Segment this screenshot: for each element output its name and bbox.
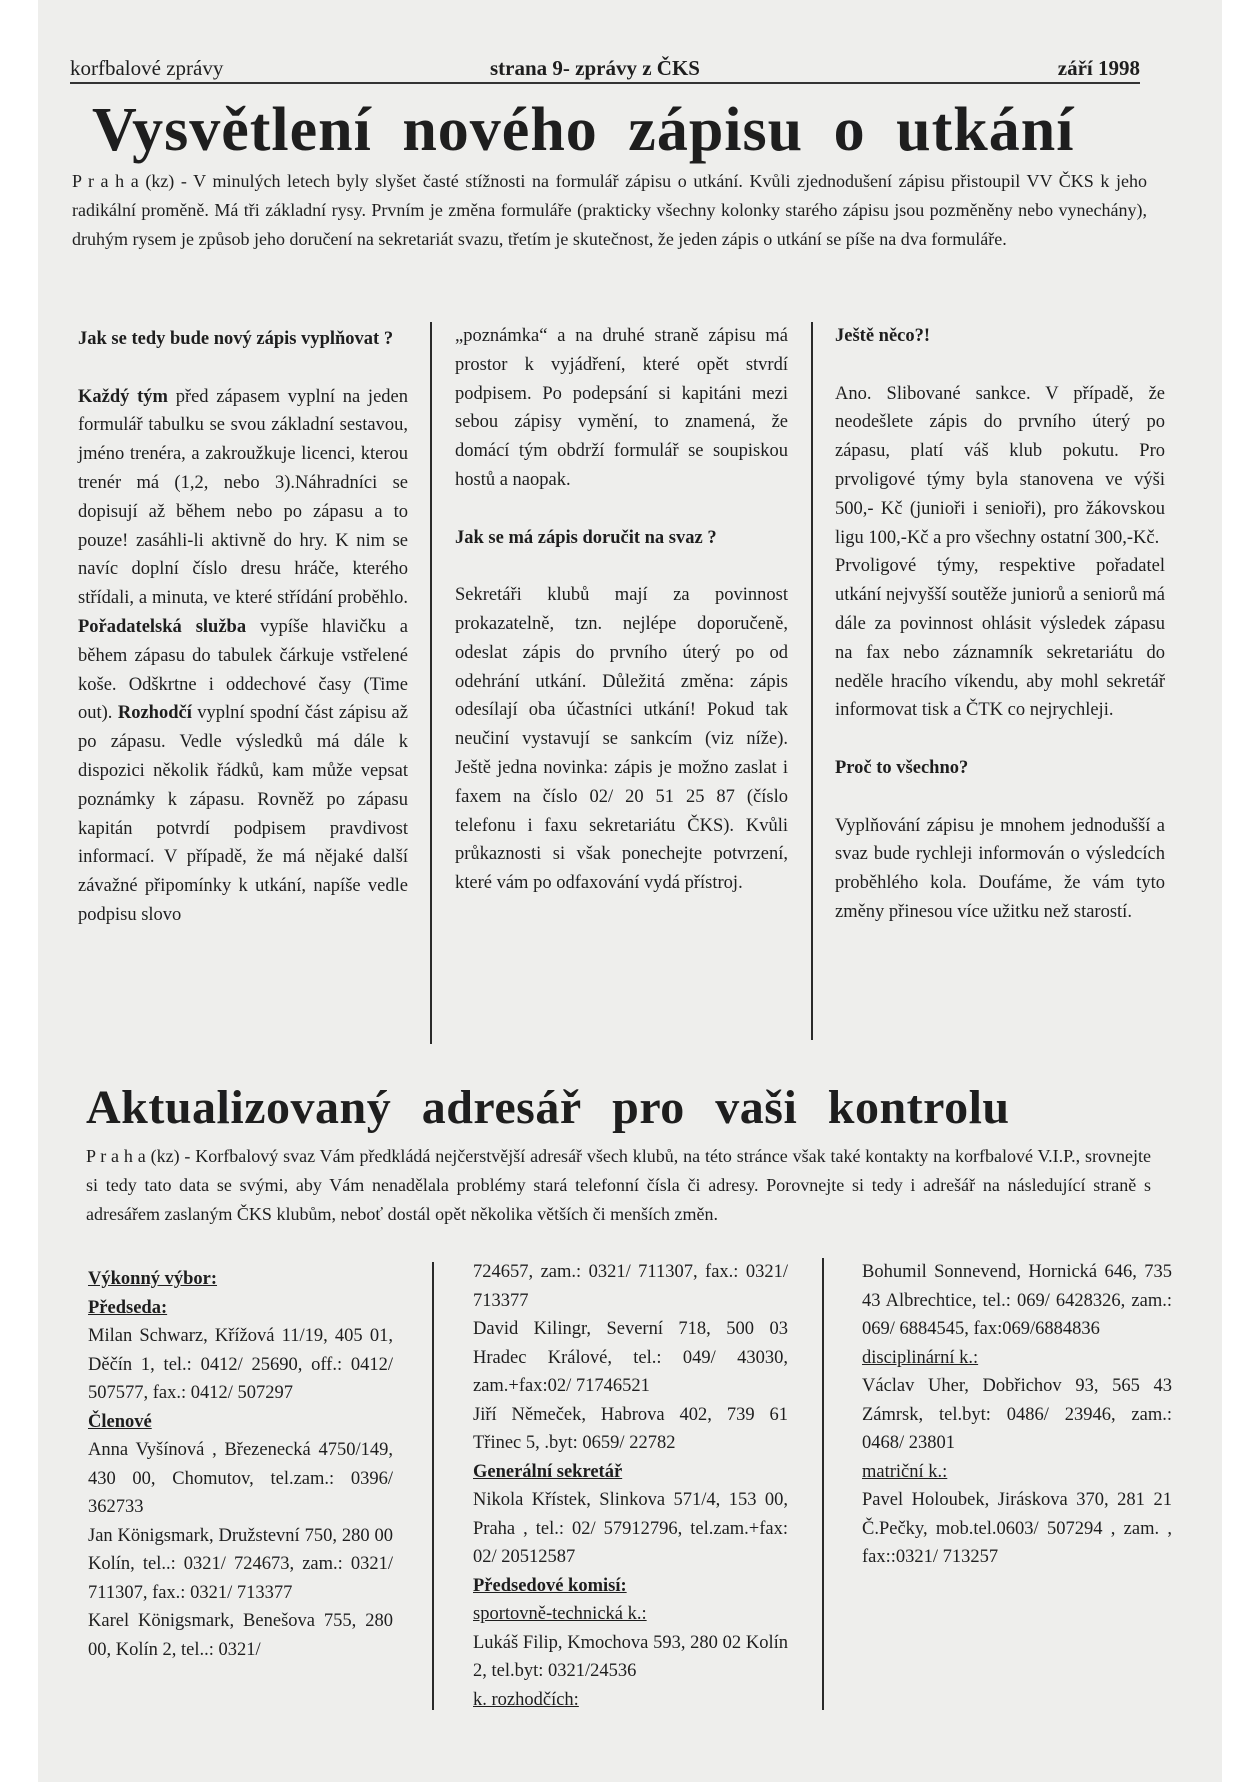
paragraph: Prvoligové týmy, respektive pořadatel utkání nejvyšší soutěže juniorů a seniorů má dále za povinnost ohlásit výsledek zápasu na fax nebo záznamník sekretariátu do neděle hracího víkendu, aby mohl sekretář informovat tisk a ČTK co nejrychleji.	[835, 556, 1165, 721]
section-heading: Proč to všechno?	[835, 757, 969, 778]
section-heading: Jak se tedy bude nový zápis vyplňovat ?	[78, 329, 394, 349]
column-divider	[432, 1262, 434, 1710]
bold-term: Každý tým	[78, 386, 168, 407]
directory-column-1	[88, 1265, 393, 1664]
bold-term: Pořadatelská služba	[78, 616, 247, 637]
role-label: sportovně-technická k.:	[473, 1604, 647, 1624]
section-heading: Ještě něco?!	[835, 326, 931, 346]
text-run: vyplní spodní část zápisu až po zápasu. Vedle výsledků má dále k dispozici několik řádků, kam může vepsat poznámky k zápasu. Rovněž po zápasu kapitán potvrdí podpisem pravdivost informací. V případě, že má nějaké další závažné připomínky k utkání, napíše vedle podpisu slovo	[78, 703, 408, 925]
paragraph: Ano. Slibované sankce. V případě, že neodešlete zápis do prvního úterý po zápasu, platí váš klub pokutu. Pro prvoligové týmy byla stanovena ve výši 500,- Kč (junioři i senioři), pro žákovskou ligu 100,-Kč a pro všechny ostatní 300,-Kč.	[835, 383, 1165, 548]
publication-name: korfbalové zprávy	[70, 56, 224, 80]
section-label: Výkonný výbor:	[88, 1269, 218, 1289]
paragraph: „poznámka“ a na druhé straně zápisu má prostor k vyjádření, které opět stvrdí podpisem. Po podepsání si kapitáni mezi sebou zápisy vymění, to znamená, že domácí tým obdrží formulář se soupiskou hostů a naopak.	[455, 326, 788, 490]
column-divider	[822, 1258, 824, 1710]
contact-entry: Anna Vyšínová , Březenecká 4750/149, 430 00, Chomutov, tel.zam.: 0396/ 362733	[88, 1440, 393, 1517]
contact-entry: Nikola Křístek, Slinkova 571/4, 153 00, Praha , tel.: 02/ 57912796, tel.zam.+fax: 02/ 20512587	[473, 1490, 788, 1567]
page-header	[70, 52, 1140, 84]
column-divider	[811, 322, 813, 1040]
contact-entry: Lukáš Filip, Kmochova 593, 280 02 Kolín 2, tel.byt: 0321/24536	[473, 1632, 788, 1681]
paragraph: Vyplňování zápisu je mnohem jednodušší a svaz bude rychleji informován o výsledcích proběhlého kola. Doufáme, že vám tyto změny přinesou více užitku než starostí.	[835, 815, 1165, 922]
paragraph	[78, 383, 408, 930]
article-intro: P r a h a (kz) - Korfbalový svaz Vám předkládá nejčerstvější adresář všech klubů, na této stránce však také kontakty na korfbalové V.I.P., srovnejte si tedy tato data se svými, aby Vám nenadělala problémy stará telefonní čísla či adresy. Porovnejte si tedy i adrešář na následující straně s adresářem zaslaným ČKS klubům, neboť dostál opět několika větších či menších změn.	[86, 1146, 1151, 1224]
text-run: vypíše hlavičku a během zápasu do tabulek čárkuje vstřelené koše. Odškrtne i oddechové časy (Time out).	[78, 616, 408, 724]
role-label: Předseda:	[88, 1297, 168, 1318]
contact-entry: Bohumil Sonnevend, Hornická 646, 735 43 Albrechtice, tel.: 069/ 6428326, zam.: 069/ 6884545, fax:069/6884836	[862, 1262, 1172, 1339]
article-intro: P r a h a (kz) - V minulých letech byly slyšet časté stížnosti na formulář zápisu o utkání. Kvůli zjednodušení zápisu přistoupil VV ČKS k jeho radikální proměně. Má tři základní rysy. Prvním je změna formuláře (prakticky všechny kolonky starého zápisu jsou pozměněny nebo vynechány), druhým rysem je způsob jeho doručení na sekretariát svazu, třetím je skutečnost, že jeden zápis o utkání se píše na dva formuláře.	[72, 171, 1147, 249]
role-label: Generální sekretář	[473, 1461, 623, 1482]
role-label: Členové	[88, 1411, 152, 1432]
article-column-2	[455, 322, 788, 898]
issue-date: září 1998	[1057, 56, 1140, 80]
bold-term: Rozhodčí	[117, 703, 192, 724]
contact-entry: Václav Uher, Dobřichov 93, 565 43 Zámrsk, tel.byt: 0486/ 23946, zam.: 0468/ 23801	[862, 1376, 1172, 1453]
directory-column-2	[473, 1258, 788, 1714]
text-run: před zápasem vyplní na jeden formulář tabulku se svou základní sestavou, jméno trenéra, a zakroužkuje licenci, kterou trenér má (1,2, nebo 3).Náhradníci se dopisují až během nebo po zápasu a to pouze! zasáhli-li aktivně do hry. K nim se navíc doplní číslo dresu hráče, kterého střídali, a minuta, ve které střídání proběhlo.	[78, 386, 408, 609]
article-column-3	[835, 322, 1165, 927]
role-label: matriční k.:	[862, 1461, 948, 1482]
article-title: Aktualizovaný adresář pro vaši kontrolu	[86, 1081, 1010, 1134]
page-section: strana 9- zprávy z ČKS	[490, 56, 700, 80]
role-label: Předsedové komisí:	[473, 1575, 627, 1596]
section-heading: Jak se má zápis doručit na svaz ?	[455, 527, 717, 548]
contact-entry: Milan Schwarz, Křížová 11/19, 405 01, Děčín 1, tel.: 0412/ 25690, off.: 0412/ 507577, fax.: 0412/ 507297	[88, 1326, 393, 1403]
role-label: disciplinární k.:	[862, 1347, 979, 1368]
contact-entry: Pavel Holoubek, Jiráskova 370, 281 21 Č.Pečky, mob.tel.0603/ 507294 , zam. , fax::0321/ 713257	[862, 1490, 1172, 1567]
role-label: k. rozhodčích:	[473, 1689, 579, 1710]
article-column-1	[78, 325, 408, 930]
contact-entry: Jan Königsmark, Družstevní 750, 280 00 Kolín, tel..: 0321/ 724673, zam.: 0321/ 711307, fax.: 0321/ 713377	[88, 1525, 393, 1603]
contact-entry: Jiří Němeček, Habrova 402, 739 61 Třinec 5, .byt: 0659/ 22782	[473, 1404, 788, 1453]
contact-entry: 724657, zam.: 0321/ 711307, fax.: 0321/ 713377	[473, 1262, 788, 1311]
paragraph: Sekretáři klubů mají za povinnost prokazatelně, tzn. nejlépe doporučeně, odeslat zápis do prvního úterý po od odehrání utkání. Důležitá změna: zápis odesílají oba účastníci utkání! Pokud tak neučiní vystavují se sankcím (viz níže). Ještě jedna novinka: zápis je možno zaslat i faxem na číslo 02/ 20 51 25 87 (číslo telefonu i faxu sekretariátu ČKS). Kvůli průkaznosti si však ponechejte potvrzení, které vám po odfaxování vydá přístroj.	[455, 585, 788, 894]
article-title: Vysvětlení nového zápisu o utkání	[92, 96, 1075, 164]
directory-column-3	[862, 1258, 1172, 1572]
contact-entry: Karel Königsmark, Benešova 755, 280 00, Kolín 2, tel..: 0321/	[88, 1611, 393, 1660]
contact-entry: David Kilingr, Severní 718, 500 03 Hradec Králové, tel.: 049/ 43030, zam.+fax:02/ 71746521	[473, 1319, 788, 1396]
column-divider	[430, 322, 432, 1044]
